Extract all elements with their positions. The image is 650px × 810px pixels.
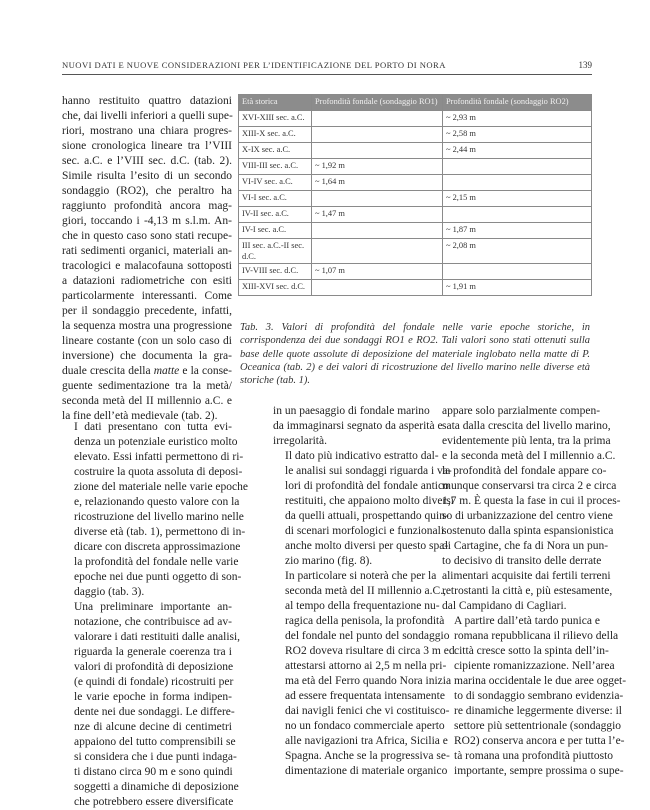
table-cell-ro1: ~ 1,07 m bbox=[312, 264, 443, 280]
text-line: la sequenza mostra una progressione bbox=[62, 320, 232, 332]
text-line: irregolarità. bbox=[273, 435, 327, 447]
text-line: dai navigli fenici che vi costituisco- bbox=[285, 705, 450, 717]
text-line: a datazioni radiometriche con esiti bbox=[62, 275, 232, 287]
table-row bbox=[239, 264, 592, 280]
table-cell-epoch: XVI-XIII sec. a.C. bbox=[239, 111, 312, 127]
text-line: che potrebbero essere diversificate bbox=[74, 796, 234, 808]
text-line: RO2) conserva ancora e per tutta l’e- bbox=[454, 735, 625, 747]
table-cell-ro1: ~ 1,92 m bbox=[312, 159, 443, 175]
table-cell-ro2 bbox=[443, 264, 592, 280]
text-line: no un fondaco commerciale aperto bbox=[285, 720, 445, 732]
left-column-bottom bbox=[62, 420, 248, 810]
table-header-ro1: Profondità fondale (sondaggio RO1) bbox=[312, 95, 443, 111]
table-cell-ro2: ~ 2,93 m bbox=[443, 111, 592, 127]
running-title: NUOVI DATI E NUOVE CONSIDERAZIONI PER L’IDENTIFICAZIONE DEL PORTO DI NORA bbox=[62, 60, 446, 70]
table-cell-ro1 bbox=[312, 191, 443, 207]
text-line: alle navigazioni tra Africa, Sicilia e bbox=[285, 735, 448, 747]
text-line: tà romana una profondità piuttosto bbox=[454, 750, 614, 762]
table-row bbox=[239, 143, 592, 159]
text-line: marina occidentale le due aree ogget- bbox=[454, 675, 627, 687]
paragraph bbox=[62, 600, 241, 810]
text-line: valori di profondità di deposizione bbox=[74, 661, 234, 673]
table-cell-ro1 bbox=[312, 239, 443, 264]
middle-column bbox=[273, 404, 455, 779]
table-row bbox=[239, 223, 592, 239]
text-line: inversione) che documenta la gra- bbox=[62, 350, 232, 362]
paragraph bbox=[273, 404, 443, 449]
text-line: cipiente romanizzazione. Nell’area bbox=[454, 660, 615, 672]
table-header-ro2: Profondità fondale (sondaggio RO2) bbox=[443, 95, 592, 111]
text-line: lineare costante (con un solo caso di bbox=[62, 335, 232, 347]
text-line: che, dai livelli inferiori a quelli supe- bbox=[62, 110, 233, 122]
table-body bbox=[239, 111, 592, 296]
text-line: ricostruzione del livello marino nelle bbox=[74, 511, 244, 523]
text-line: la profondità del fondale appare co- bbox=[442, 465, 607, 477]
table-cell-ro2: ~ 1,91 m bbox=[443, 280, 592, 296]
text-line: riguarda la generale coerenza tra i bbox=[74, 646, 232, 658]
text-line: to decisivo di transito delle derrate bbox=[442, 555, 602, 567]
text-line: (e quindi di fondale) ricostruiti per bbox=[74, 676, 234, 688]
text-line: diverse età (tab. 1), permettono di in- bbox=[74, 526, 246, 538]
text-line: la fine dell’età medievale (tab. 2). bbox=[62, 410, 218, 422]
table-cell-ro2 bbox=[443, 159, 592, 175]
table-cell-ro2 bbox=[443, 207, 592, 223]
text-line: epoche nei due punti oggetto di son- bbox=[74, 571, 242, 583]
table-cell-epoch: IV-VIII sec. d.C. bbox=[239, 264, 312, 280]
text-line: giori, toccando i -4,13 m s.l.m. An- bbox=[62, 215, 232, 227]
text-line: Una preliminare importante an- bbox=[74, 601, 232, 613]
table-cell-epoch: XIII-XVI sec. d.C. bbox=[239, 280, 312, 296]
text-line: città cresce sotto la spinta dell’in- bbox=[454, 645, 609, 657]
table-row bbox=[239, 191, 592, 207]
text-line: retrostanti la città e, più estesamente, bbox=[442, 585, 613, 597]
table-row bbox=[239, 280, 592, 296]
paragraph bbox=[273, 569, 455, 779]
text-line: sata dalla crescita del livello marino, bbox=[442, 420, 611, 432]
table-cell-ro1 bbox=[312, 280, 443, 296]
table-cell-ro2: ~ 1,87 m bbox=[443, 223, 592, 239]
text-line: lori di profondità del fondale antico bbox=[285, 480, 449, 492]
text-line: daggio (tab. 3). bbox=[74, 586, 145, 598]
text-line: dente nei due sondaggi. Le differe- bbox=[74, 706, 235, 718]
text-line: to di sondaggio sembrano evidenzia- bbox=[454, 690, 624, 702]
paragraph bbox=[62, 420, 248, 600]
text-line bbox=[62, 364, 232, 379]
text-line: appaiono del tutto comprensibili se bbox=[74, 736, 236, 748]
text-line: seconda metà del II millennio a.C., bbox=[285, 585, 446, 597]
text-line: ti distano circa 90 m e sono quindi bbox=[74, 766, 233, 778]
text-line: munque conservarsi tra circa 2 e circa bbox=[442, 480, 617, 492]
text-line: al tempo della frequentazione nu- bbox=[285, 600, 440, 612]
text-line: soggetti a dinamiche di deposizione bbox=[74, 781, 239, 793]
table-header-epoch: Età storica bbox=[239, 95, 312, 111]
table-cell-epoch: VI-I sec. a.C. bbox=[239, 191, 312, 207]
text-line: re dinamiche leggermente diverse: il bbox=[454, 705, 622, 717]
text-line: la profondità del fondale nelle varie bbox=[74, 556, 239, 568]
text-line: di Cartagine, che fa di Nora un pun- bbox=[442, 540, 609, 552]
text-line: Simile risulta l’esito di un secondo bbox=[62, 170, 232, 182]
text-line: rati sedimenti organici, materiali an- bbox=[62, 245, 232, 257]
text-line: le varie epoche in forma indipen- bbox=[74, 691, 232, 703]
text-line: so di urbanizzazione del centro viene bbox=[442, 510, 613, 522]
text-line: valorare i dati restituiti dalle analisi, bbox=[74, 631, 241, 643]
table-cell-epoch: X-IX sec. a.C. bbox=[239, 143, 312, 159]
text-line: guente sedimentazione tra la metà/ bbox=[62, 380, 232, 392]
table-row bbox=[239, 127, 592, 143]
text-line: notazione, che contribuisce ad av- bbox=[74, 616, 232, 628]
page-number: 139 bbox=[578, 60, 592, 70]
text-line: restituiti, che appaiono molto diversi bbox=[285, 495, 454, 507]
text-line: dicare con discreta approssimazione bbox=[74, 541, 241, 553]
text-line: settore più settentrionale (sondaggio bbox=[454, 720, 622, 732]
text-line: ma età del Ferro quando Nora inizia bbox=[285, 675, 452, 687]
table-cell-epoch: IV-II sec. a.C. bbox=[239, 207, 312, 223]
text-line: sec. a.C. e l’VIII sec. d.C. (tab. 2). bbox=[62, 155, 232, 167]
table-cell-ro1 bbox=[312, 111, 443, 127]
right-column bbox=[442, 404, 627, 779]
left-column-top bbox=[62, 94, 232, 424]
table-row bbox=[239, 159, 592, 175]
text-line: per il sondaggio precedente, infatti, bbox=[62, 305, 232, 317]
text-line: seconda metà del II millennio a.C. e bbox=[62, 395, 232, 407]
text-line: che in questo caso sono stati recupe- bbox=[62, 230, 232, 242]
text-line: I dati presentano con tutta evi- bbox=[74, 421, 232, 433]
table-cell-ro2 bbox=[443, 175, 592, 191]
table-cell-epoch: IV-I sec. a.C. bbox=[239, 223, 312, 239]
text-line: di scenari morfologici e funzionali bbox=[285, 525, 445, 537]
table-cell-ro1: ~ 1,47 m bbox=[312, 207, 443, 223]
text-line: Spagna. Anche se la progressiva se- bbox=[285, 750, 450, 762]
table-cell-epoch: VI-IV sec. a.C. bbox=[239, 175, 312, 191]
text-line: zio marino (fig. 8). bbox=[285, 555, 373, 567]
table-row bbox=[239, 207, 592, 223]
text-line: e, relazionando questo valore con la bbox=[74, 496, 240, 508]
table-row bbox=[239, 111, 592, 127]
text-line: dal Campidano di Cagliari. bbox=[442, 600, 567, 612]
text-line: hanno restituito quattro datazioni bbox=[62, 95, 232, 107]
text-line: nze di alcune decine di centimetri bbox=[74, 721, 232, 733]
paragraph bbox=[62, 94, 232, 424]
table-cell-ro2: ~ 2,15 m bbox=[443, 191, 592, 207]
text-line: sione cronologica lineare tra l’VIII bbox=[62, 140, 232, 152]
text-line: In particolare si noterà che per la bbox=[285, 570, 437, 582]
text-line: ragica della penisola, la profondità bbox=[285, 615, 445, 627]
text-line: e la seconda metà del I millennio a.C. bbox=[442, 450, 616, 462]
italic-term: matte bbox=[153, 365, 180, 377]
text-line: importante, sempre prossima o supe- bbox=[454, 765, 624, 777]
text-line: alimentari acquisite dai fertili terreni bbox=[442, 570, 611, 582]
text-line: costruire la quota assoluta di deposi- bbox=[74, 466, 243, 478]
text-line: evidentemente più lenta, tra la prima bbox=[442, 435, 611, 447]
text-line: denza un potenziale euristico molto bbox=[74, 436, 238, 448]
text-line: zione del materiale nelle varie epoche bbox=[74, 481, 248, 493]
depth-table bbox=[238, 94, 592, 296]
text-line: 1,7 m. È questa la fase in cui il proces- bbox=[442, 495, 621, 507]
paragraph bbox=[442, 404, 621, 614]
table-row bbox=[239, 239, 592, 264]
table-cell-ro1 bbox=[312, 223, 443, 239]
text-line: ad essere frequentata intensamente bbox=[285, 690, 445, 702]
table-cell-ro1 bbox=[312, 127, 443, 143]
text-line: raggiunto profondità ancora mag- bbox=[62, 200, 232, 212]
text-run: e la conse- bbox=[179, 365, 232, 377]
table-cell-ro2: ~ 2,44 m bbox=[443, 143, 592, 159]
paragraph bbox=[273, 449, 454, 569]
text-line: dimentazione di materiale organico bbox=[285, 765, 448, 777]
text-line: particolarmente interessanti. Come bbox=[62, 290, 232, 302]
table-caption: Tab. 3. Valori di profondità del fondale nelle varie epoche storiche, in corrispondenza dei due sondaggi RO1 e RO2. Tali valori sono stati ottenuti sulla base delle quote assolute di deposizione del materiale inglobato nella matte di P. Oceanica (tab. 2) e dei valori di ricostruzione del livello marino nelle diverse età storiche (tab. 1). bbox=[240, 322, 590, 387]
text-line: elevato. Essi infatti permettono di ri- bbox=[74, 451, 244, 463]
text-line: in un paesaggio di fondale marino bbox=[273, 405, 430, 417]
table-cell-ro2: ~ 2,58 m bbox=[443, 127, 592, 143]
running-header bbox=[62, 60, 592, 70]
text-line: riori, mostrano una chiara progres- bbox=[62, 125, 232, 137]
text-line: le analisi sui sondaggi riguarda i va- bbox=[285, 465, 452, 477]
text-line: A partire dall’età tardo punica e bbox=[454, 615, 600, 627]
table-header-row bbox=[239, 95, 592, 111]
paragraph bbox=[442, 614, 627, 779]
table-cell-epoch: III sec. a.C.-II sec. d.C. bbox=[239, 239, 312, 264]
table-cell-ro2: ~ 2,08 m bbox=[443, 239, 592, 264]
text-line: del fondale nel punto del sondaggio bbox=[285, 630, 450, 642]
text-line: anche molto diversi per questo spa- bbox=[285, 540, 449, 552]
header-rule bbox=[62, 74, 592, 75]
text-line: romana repubblicana il rilievo della bbox=[454, 630, 619, 642]
table-cell-epoch: VIII-III sec. a.C. bbox=[239, 159, 312, 175]
text-line: tracologici e malacofauna sottoposti bbox=[62, 260, 232, 272]
table-row bbox=[239, 175, 592, 191]
text-line: si considera che i due punti indaga- bbox=[74, 751, 237, 763]
text-line: da immaginarsi segnato da asperità e bbox=[273, 420, 443, 432]
table-cell-ro1 bbox=[312, 143, 443, 159]
text-line: Il dato più indicativo estratto dal- bbox=[285, 450, 439, 462]
table-cell-ro1: ~ 1,64 m bbox=[312, 175, 443, 191]
text-line: RO2 doveva risultare di circa 3 m ed bbox=[285, 645, 455, 657]
text-line: attestarsi attorno ai 2,5 m nella pri- bbox=[285, 660, 447, 672]
text-line: sostenuto dalla spinta espansionistica bbox=[442, 525, 614, 537]
text-line: sondaggio (RO2), che peraltro ha bbox=[62, 185, 232, 197]
text-run: duale crescita della bbox=[62, 365, 154, 377]
text-line: appare solo parzialmente compen- bbox=[442, 405, 601, 417]
text-line: da quelli attuali, prospettando quin- bbox=[285, 510, 449, 522]
table-cell-epoch: XIII-X sec. a.C. bbox=[239, 127, 312, 143]
